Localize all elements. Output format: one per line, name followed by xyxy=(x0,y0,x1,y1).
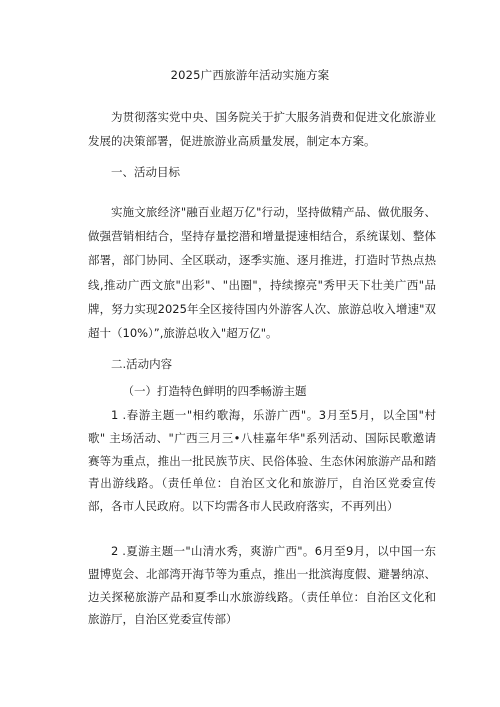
section1-heading: 一、活动目标 xyxy=(111,165,180,179)
section1-body: 实施文旅经济"融百业超万亿"行动，坚持做精产品、做优服务、做强营销相结合，坚持存量挖潜和增量提速相结合，系统谋划、整体部署，部门协同、全区联动，逐季实施、逐月推进，打造时节热点热线,推动广西文旅"出彩"、"出圈"，持续擦亮"秀甲天下壮美广西"品牌，努力实现2025年全区接待国内外游客人次、旅游总收入增速"双超十（10%）”,旅游总收入"超万亿"。 xyxy=(88,205,436,341)
list-item-2: 2 .夏游主题一"山清水秀，爽游广西"。6月至9月，以中国一东盟博览会、北部湾开海节等为重点，推出一批滨海度假、避暑纳凉、边关探秘旅游产品和夏季山水旅游线路。（责任单位：自治区文化和旅游厅，自治区党委宣传部） xyxy=(88,544,436,627)
subsection1-heading: （一）打造特色鲜明的四季畅游主题 xyxy=(122,384,307,398)
intro-paragraph: 为贯彻落实党中央、国务院关于扩大服务消费和促进文化旅游业发展的决策部署，促进旅游业高质量发展，制定本方案。 xyxy=(88,110,436,149)
list-item-1: 1 .春游主题一"相约歌海，乐游广西"。3月至5月，以全国"村歌" 主场活动、"广西三月三•八桂嘉年华"系列活动、国际民歌邀请赛等为重点，推出一批民族节庆、民俗体验、生态休闲旅游产品和踏青出游线路。（责任单位：自治区文化和旅游厅，自治区党委宣传部，各市人民政府。以下均需各市人民政府落实，不再列出） xyxy=(88,408,436,514)
section2-heading: 二.活动内容 xyxy=(111,357,173,371)
document-title: 2025广西旅游年活动实施方案 xyxy=(170,68,330,82)
